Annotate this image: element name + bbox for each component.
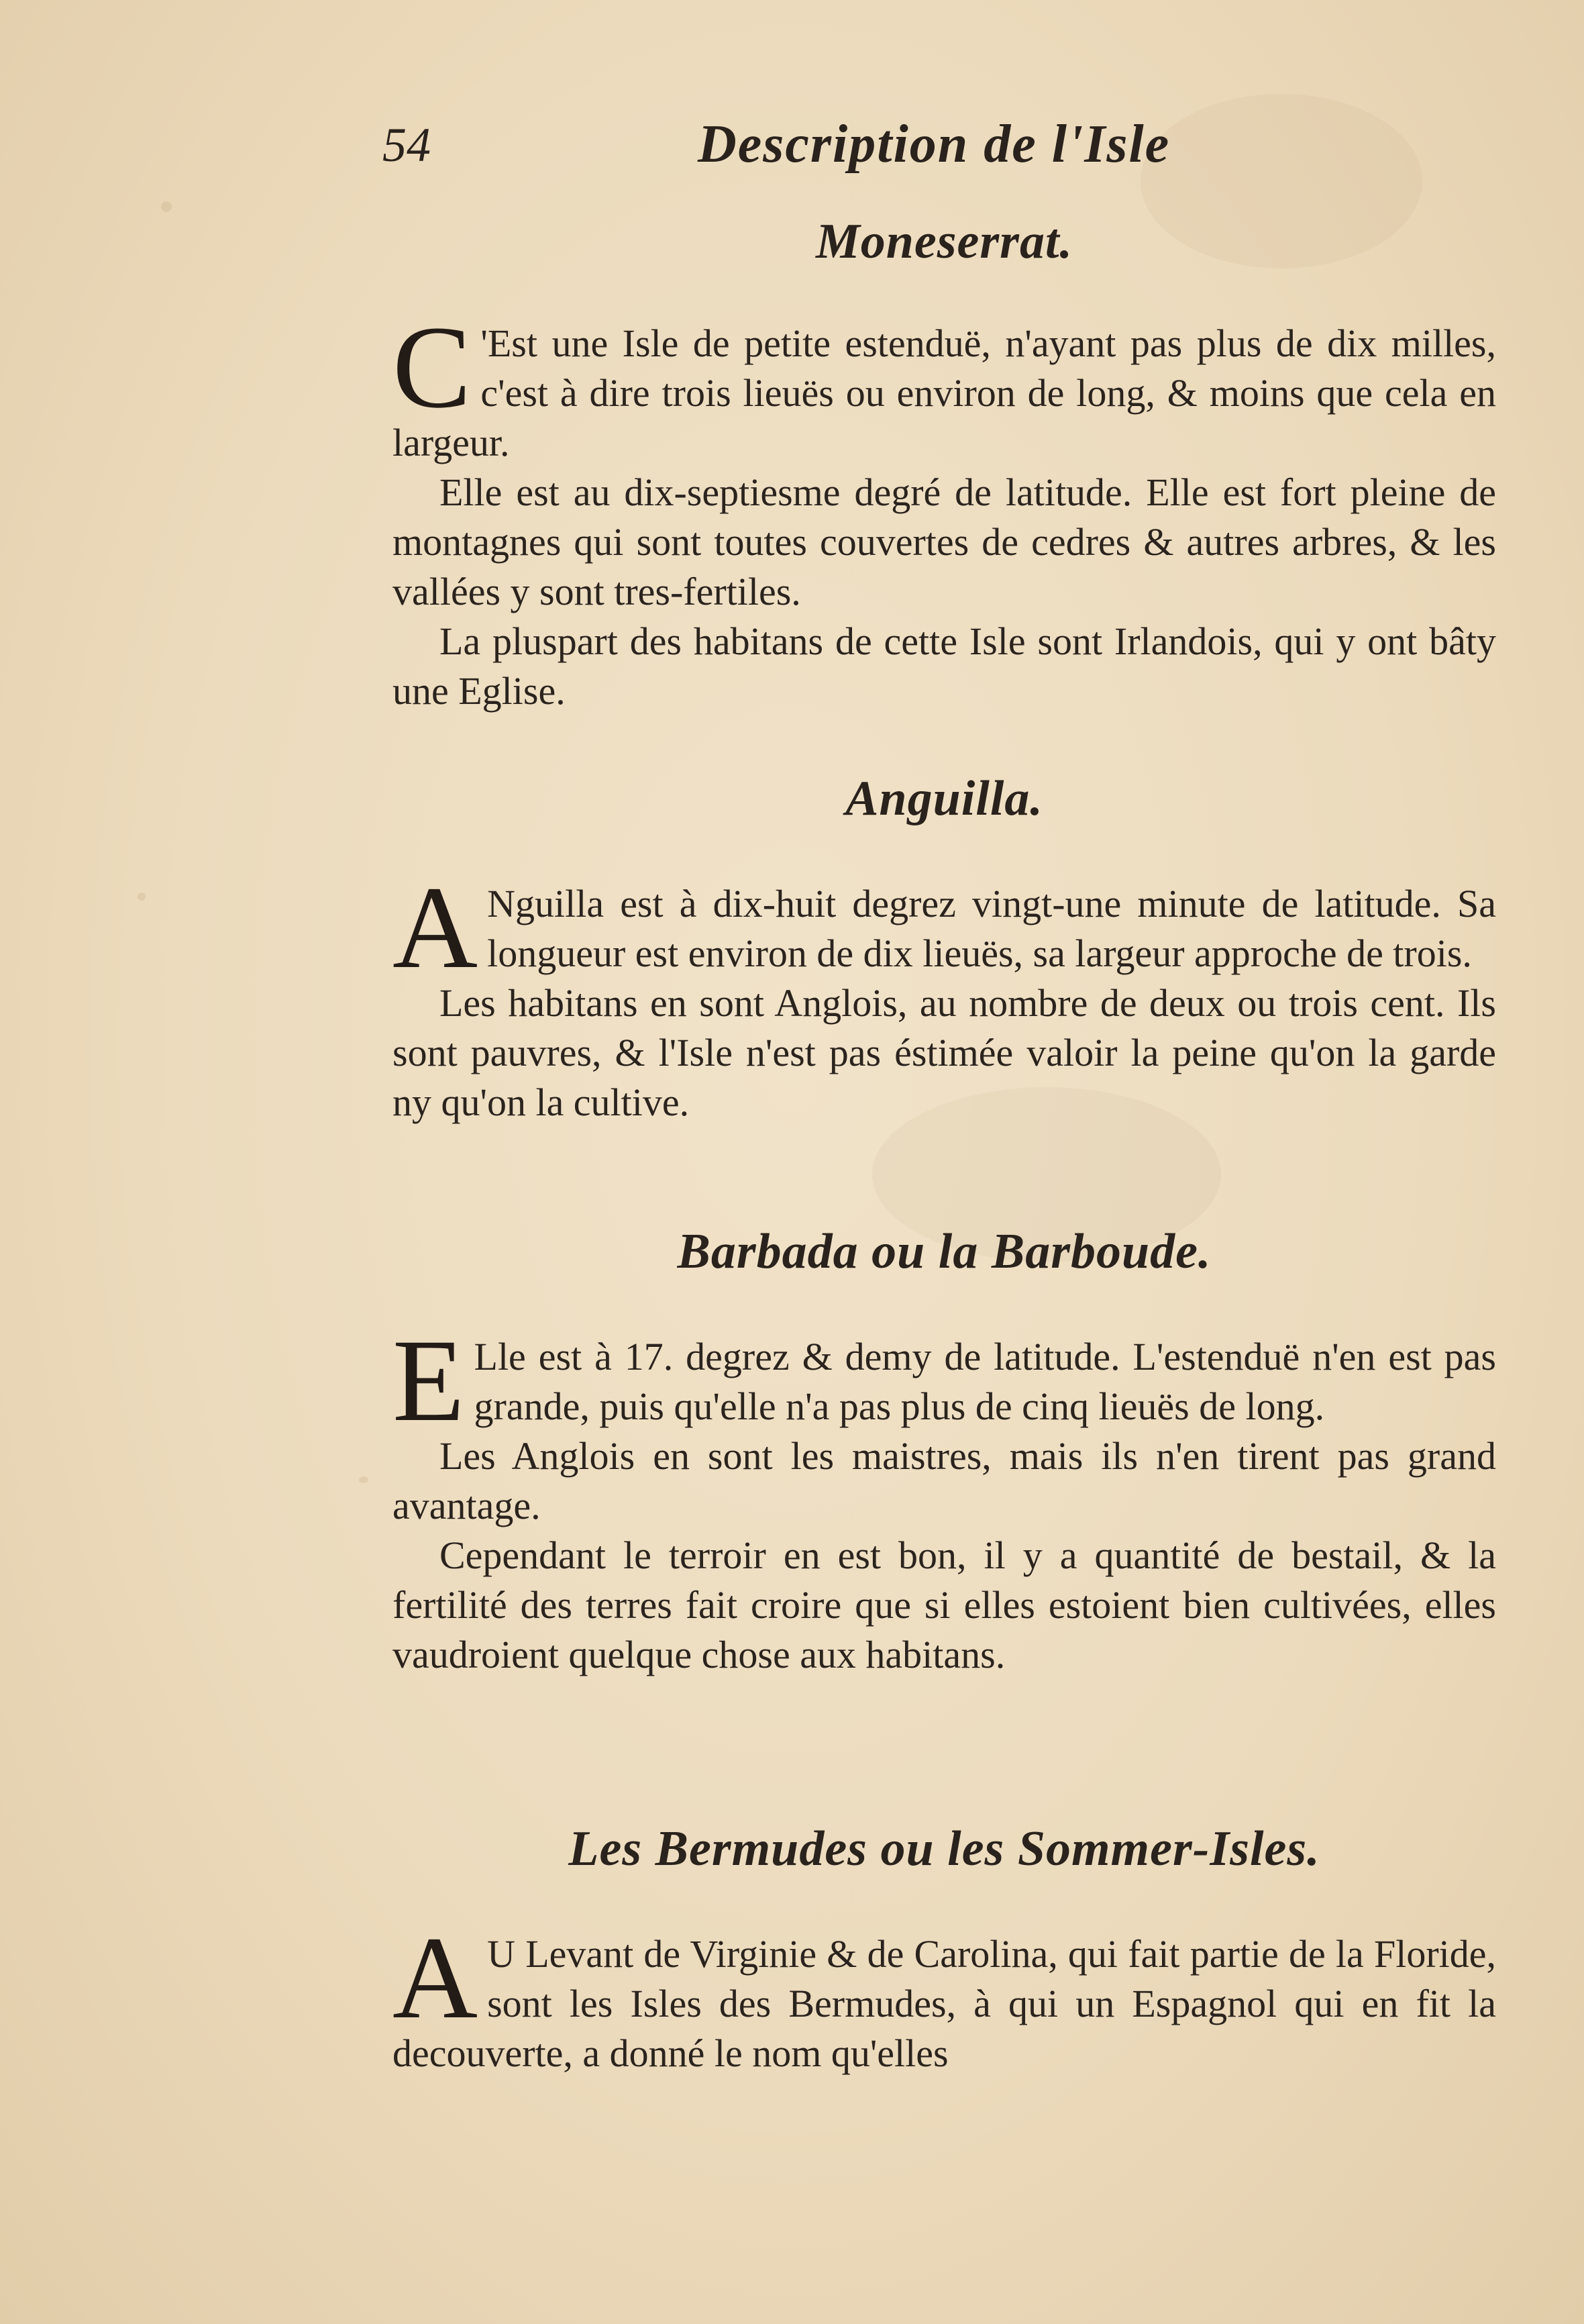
section-title: Anguilla. xyxy=(845,771,1043,826)
section-title: Moneserrat. xyxy=(815,214,1073,269)
page-number: 54 xyxy=(382,118,431,172)
paragraph: Les habitans en sont Anglois, au nombre de deux ou trois cent. Ils sont pauvres, & l'Isle n'est pas éstimée valoir la peine qu'on la garde ny qu'on la cultive. xyxy=(392,981,1496,1124)
paragraph-text: Nguilla est à dix-huit degrez vingt-une minute de latitude. Sa longueur est environ de dix lieuës, sa largeur approche de trois. xyxy=(487,882,1496,975)
paper-speck xyxy=(138,893,146,901)
drop-cap: A xyxy=(392,862,478,993)
drop-cap: A xyxy=(392,1913,478,2043)
paragraph: Cependant le terroir en est bon, il y a quantité de bestail, & la fertilité des terres fait croire que si elles estoient bien cultivées, elles vaudroient quelque chose aux habitans. xyxy=(392,1533,1496,1676)
paragraph-text: 'Est une Isle de petite estenduë, n'ayant pas plus de dix milles, c'est à dire trois lieuës ou environ de long, & moins que cela en largeur. xyxy=(392,321,1496,464)
paragraph-text: Lle est à 17. degrez & demy de latitude. L'estenduë n'en est pas grande, puis qu'elle n'a pas plus de cinq lieuës de long. xyxy=(474,1335,1496,1428)
paragraph xyxy=(392,862,1496,993)
section-bermudes xyxy=(392,1819,1496,2078)
drop-cap: C xyxy=(392,302,472,433)
paper-speck xyxy=(161,201,172,212)
paragraph-text: U Levant de Virginie & de Carolina, qui fait partie de la Floride, sont les Isles des Bermudes, à qui un Espagnol qui en fit la decouverte, a donné le nom qu'elles xyxy=(392,1932,1496,2075)
paragraph: Elle est au dix-septiesme degré de latitude. Elle est fort pleine de montagnes qui sont toutes couvertes de cedres & autres arbres, & les vallées y sont tres-fertiles. xyxy=(392,470,1496,613)
running-head: Description de l'Isle xyxy=(698,115,1171,174)
page-header xyxy=(376,111,1328,185)
section-title: Barbada ou la Barboude. xyxy=(677,1224,1212,1279)
paragraph xyxy=(392,1315,1496,1446)
section-monserrat xyxy=(392,211,1496,716)
paragraph xyxy=(392,302,1496,468)
section-barbada xyxy=(392,1221,1496,1680)
paragraph xyxy=(392,1913,1496,2078)
section-anguilla xyxy=(392,768,1496,1127)
section-title: Les Bermudes ou les Sommer-Isles. xyxy=(568,1821,1320,1876)
paragraph: Les Anglois en sont les maistres, mais ils n'en tirent pas grand avantage. xyxy=(392,1434,1496,1527)
drop-cap: E xyxy=(392,1315,465,1446)
paragraph: La pluspart des habitans de cette Isle sont Irlandois, qui y ont bâty une Eglise. xyxy=(392,619,1496,713)
paper-speck xyxy=(359,1476,368,1483)
